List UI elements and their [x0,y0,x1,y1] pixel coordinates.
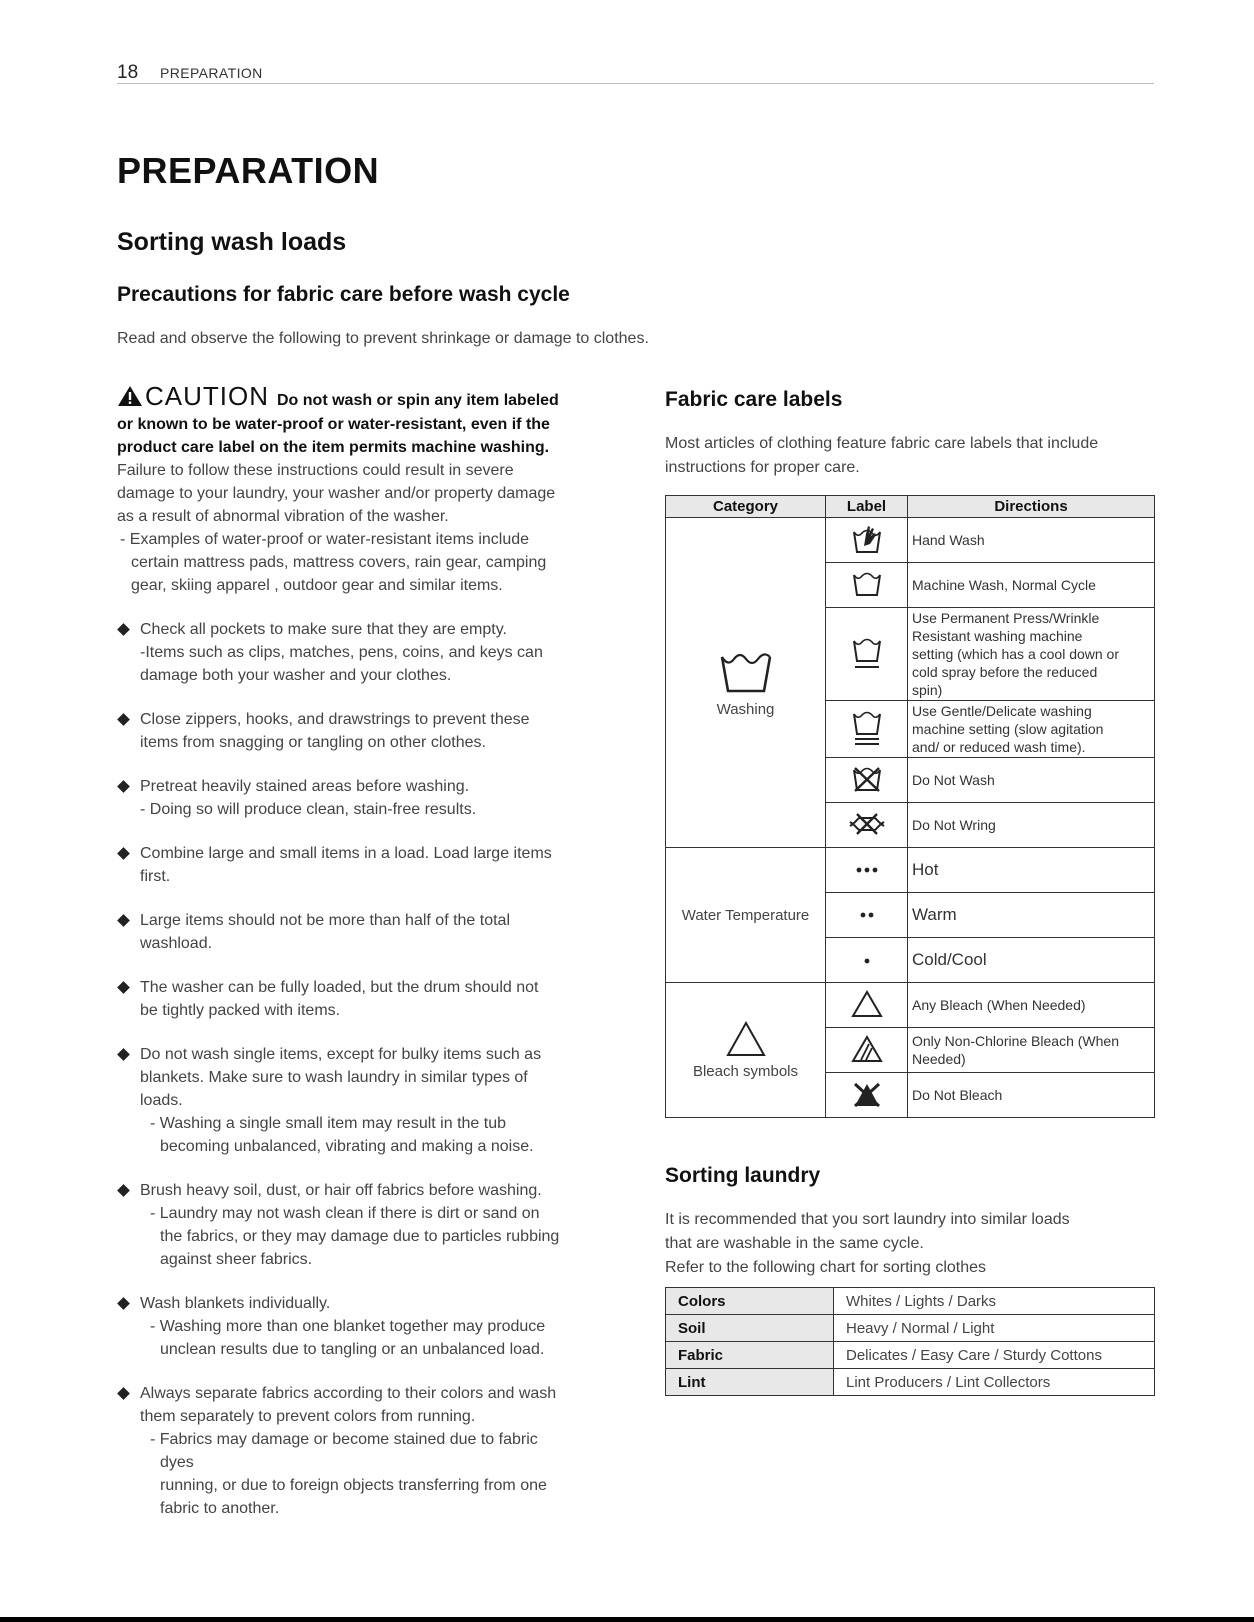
do-not-wring-icon [849,812,885,836]
permanent-press-icon [852,637,882,669]
fabric-care-intro [665,432,1165,480]
table-header-row [666,496,1155,518]
diamond-bullet-icon [117,847,130,860]
column-header: Category [666,496,826,518]
bullet-line: dyes [160,1454,194,1471]
sorting-intro [665,1208,1165,1280]
non-chlorine-bleach-icon [851,1035,883,1063]
category-label: Washing [716,701,775,718]
table-row [666,983,1155,1028]
caution-example-line: certain mattress pads, mattress covers, rain gear, camping [131,554,547,571]
bullet-line: them separately to prevent colors from running. [140,1408,476,1425]
bullet-item [117,1043,617,1158]
bullet-line: - Doing so will produce clean, stain-free results. [140,801,477,818]
bullet-line: Always separate fabrics according to their colors and wash [140,1385,557,1402]
sorting-intro-line: It is recommended that you sort laundry into similar loads [665,1211,1070,1228]
fabric-care-table [665,495,1155,1118]
direction-do-not-wring: Do Not Wring [908,803,1155,848]
caution-bold-text: Do not wash or spin any item labeled [277,392,559,409]
label-cell [826,608,908,701]
any-bleach-icon [851,990,883,1018]
fabric-care-title: Fabric care labels [665,388,843,411]
diamond-bullet-icon [117,780,130,793]
direction-line: Only Non-Chlorine Bleach (When [912,1033,1119,1049]
category-label: Bleach symbols [692,1062,799,1080]
bullet-item [117,775,617,821]
caution-example-line: gear, skiing apparel , outdoor gear and similar items. [131,577,503,594]
direction-permanent-press [908,608,1155,701]
direction-warm: Warm [908,893,1155,938]
wash-tub-icon [718,647,774,695]
category-bleach [666,983,826,1118]
column-header: Label [826,496,908,518]
label-cell [826,1028,908,1073]
direction-line: Use Gentle/Delicate washing [912,703,1092,719]
bullet-line: - Laundry may not wash clean if there is dirt or sand on [150,1205,540,1222]
label-cell [826,893,908,938]
direction-line: and/ or reduced wash time). [912,739,1086,755]
warm-dots-icon [852,910,882,920]
bullet-line: first. [140,868,171,885]
bullet-item [117,976,617,1022]
header-section-label: PREPARATION [160,65,263,81]
category-water-temperature: Water Temperature [666,848,826,983]
label-cell [826,938,908,983]
bullet-line: washload. [140,935,213,952]
sorting-intro-line: Refer to the following chart for sorting clothes [665,1259,987,1276]
bullet-line: be tightly packed with items. [140,1002,341,1019]
bullet-line: the fabrics, or they may damage due to particles rubbing [160,1228,560,1245]
label-cell [826,1073,908,1118]
diamond-bullet-icon [117,1184,130,1197]
table-row [666,518,1155,563]
caution-body-line: damage to your laundry, your washer and/or property damage [117,485,556,502]
bullet-line: Pretreat heavily stained areas before washing. [140,778,470,795]
fabric-care-intro-line: instructions for proper care. [665,459,860,476]
bullet-line: against sheer fabrics. [160,1251,313,1268]
page-number: 18 [117,62,139,83]
sorting-title: Sorting laundry [665,1164,821,1187]
bullet-line: -Items such as clips, matches, pens, coins, and keys can [140,644,543,661]
bullet-line: Combine large and small items in a load. Load large items [140,845,552,862]
bleach-triangle-icon [726,1021,766,1057]
sort-value: Lint Producers / Lint Collectors [834,1369,1155,1396]
bullet-line: - Washing more than one blanket together may produce [150,1318,546,1335]
bullet-item [117,1179,617,1271]
direction-any-bleach: Any Bleach (When Needed) [908,983,1155,1028]
direction-line: setting (which has a cool down or [912,646,1119,662]
sorting-intro-line: that are washable in the same cycle. [665,1235,924,1252]
bullet-item [117,909,617,955]
bullet-item [117,708,617,754]
bullet-line: Brush heavy soil, dust, or hair off fabrics before washing. [140,1182,542,1199]
direction-line: cold spray before the reduced [912,664,1098,680]
warning-triangle-icon [117,385,143,407]
do-not-wash-icon [852,766,882,792]
precautions-column [117,381,617,1520]
bullet-line: Wash blankets individually. [140,1295,331,1312]
sort-key: Fabric [666,1342,834,1369]
direction-line: Resistant washing machine [912,628,1083,644]
bottom-border [0,1617,1254,1622]
hand-wash-icon [852,524,882,554]
bullet-line: Do not wash single items, except for bulky items such as [140,1046,542,1063]
table-row [666,1288,1155,1315]
caution-example-line: - Examples of water-proof or water-resistant items include [120,531,530,548]
label-cell [826,701,908,758]
bullet-item [117,1382,617,1520]
caution-word: CAUTION [145,381,269,411]
caution-bold-line: or known to be water-proof or water-resistant, even if the [117,416,550,433]
bullet-line: The washer can be fully loaded, but the drum should not [140,979,539,996]
bullet-line: unclean results due to tangling or an unbalanced load. [160,1341,545,1358]
do-not-bleach-icon [851,1080,883,1108]
hot-dots-icon [852,865,882,875]
label-cell [826,848,908,893]
caution-body-line: as a result of abnormal vibration of the washer. [117,508,449,525]
table-row [666,848,1155,893]
bullet-line: fabric to another. [160,1500,280,1517]
direction-do-not-wash: Do Not Wash [908,758,1155,803]
sort-key: Soil [666,1315,834,1342]
diamond-bullet-icon [117,713,130,726]
fabric-care-intro-line: Most articles of clothing feature fabric care labels that include [665,435,1099,452]
page-title: PREPARATION [117,150,380,191]
bullet-line: running, or due to foreign objects transferring from one [160,1477,547,1494]
bullet-item [117,842,617,888]
bullet-line: Close zippers, hooks, and drawstrings to prevent these [140,711,530,728]
sort-key: Lint [666,1369,834,1396]
bullet-line: Check all pockets to make sure that they are empty. [140,621,507,638]
sort-value: Delicates / Easy Care / Sturdy Cottons [834,1342,1155,1369]
bullet-item [117,1292,617,1361]
bullet-line: Large items should not be more than half of the total [140,912,511,929]
label-cell [826,563,908,608]
diamond-bullet-icon [117,981,130,994]
diamond-bullet-icon [117,1297,130,1310]
page-header [117,62,1154,84]
sort-value: Heavy / Normal / Light [834,1315,1155,1342]
bullet-line: becoming unbalanced, vibrating and making a noise. [160,1138,534,1155]
machine-wash-icon [852,571,882,597]
label-cell [826,518,908,563]
diamond-bullet-icon [117,1048,130,1061]
diamond-bullet-icon [117,914,130,927]
section-title: Sorting wash loads [117,228,347,256]
direction-hot: Hot [908,848,1155,893]
direction-line: Needed) [912,1051,966,1067]
direction-cold: Cold/Cool [908,938,1155,983]
bullet-line: - Washing a single small item may result in the tub [150,1115,506,1132]
sort-key: Colors [666,1288,834,1315]
label-cell [826,758,908,803]
label-cell [826,983,908,1028]
bullet-line: damage both your washer and your clothes. [140,667,452,684]
sorting-table [665,1287,1155,1396]
direction-line: spin) [912,682,943,698]
direction-hand-wash: Hand Wash [908,518,1155,563]
column-header: Directions [908,496,1155,518]
direction-gentle [908,701,1155,758]
cold-dot-icon [852,952,882,966]
sort-value: Whites / Lights / Darks [834,1288,1155,1315]
caution-body-line: Failure to follow these instructions could result in severe [117,462,514,479]
caution-bold-line: product care label on the item permits machine washing. [117,439,550,456]
gentle-wash-icon [852,710,882,746]
table-row [666,1369,1155,1396]
direction-line: machine setting (slow agitation [912,721,1104,737]
direction-non-chlorine [908,1028,1155,1073]
diamond-bullet-icon [117,1387,130,1400]
direction-line: Use Permanent Press/Wrinkle [912,610,1100,626]
direction-do-not-bleach: Do Not Bleach [908,1073,1155,1118]
table-row [666,1342,1155,1369]
bullet-line: items from snagging or tangling on other clothes. [140,734,486,751]
bullet-line: - Fabrics may damage or become stained due to fabric [150,1431,538,1448]
bullet-item [117,618,617,687]
caution-block [117,381,617,597]
direction-machine-wash: Machine Wash, Normal Cycle [908,563,1155,608]
intro-text: Read and observe the following to prevent shrinkage or damage to clothes. [117,330,649,347]
bullet-line: blankets. Make sure to wash laundry in similar types of [140,1069,528,1086]
label-cell [826,803,908,848]
category-washing [666,518,826,848]
table-row [666,1315,1155,1342]
bullet-line: loads. [140,1092,183,1109]
diamond-bullet-icon [117,623,130,636]
subsection-title: Precautions for fabric care before wash cycle [117,283,570,306]
